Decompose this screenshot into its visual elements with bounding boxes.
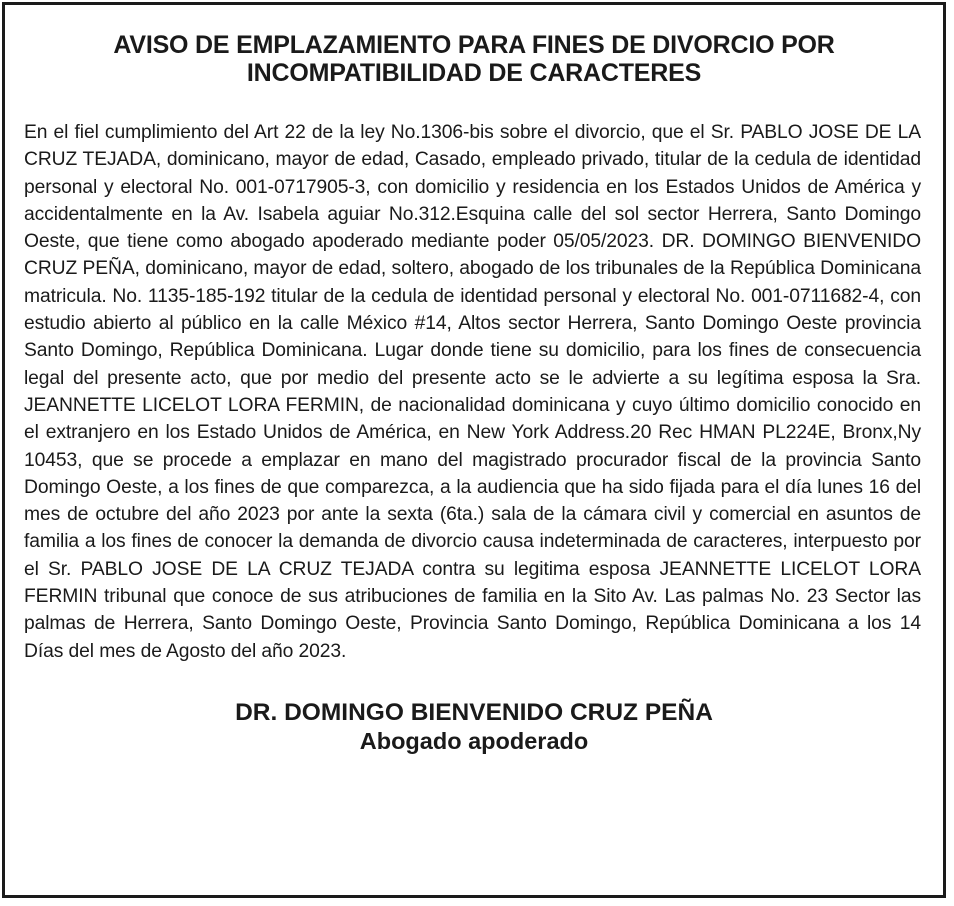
notice-body: En el fiel cumplimiento del Art 22 de la ley No.1306-bis sobre el divorcio, que el Sr. PABLO JOSE DE LA CRUZ TEJADA, dominicano, mayor de edad, Casado, empleado privado, titular de la cedula de identidad personal y electoral No. 001-0717905-3, con domicilio y residencia en los Estados Unidos de América y accidentalmente en la Av. Isabela aguiar No.312.Esquina calle del sol sector Herrera, Santo Domingo Oeste, que tiene como abogado apoderado mediante poder 05/05/2023. DR. DOMINGO BIENVENIDO CRUZ PEÑA, dominicano, mayor de edad, soltero, abogado de los tribunales de la República Dominicana matricula. No. 1135-185-192 titular de la cedula de identidad personal y electoral No. 001-0711682-4, con estudio abierto al público en la calle México #14, Altos sector Herrera, Santo Domingo Oeste provincia Santo Domingo, República Dominicana. Lugar donde tiene su domicilio, para los fines de consecuencia legal del presente acto, que por medio del presente acto se le advierte a su legítima esposa la Sra. JEANNETTE LICELOT LORA FERMIN, de nacionalidad dominicana y cuyo último domicilio conocido en el extranjero en los Estado Unidos de América, en New York Address.20 Rec HMAN PL224E, Bronx,Ny 10453, que se procede a emplazar en mano del magistrado procurador fiscal de la provincia Santo Domingo Oeste, a los fines de que comparezca, a la audiencia que ha sido fijada para el día lunes 16 del mes de octubre del año 2023 por ante la sexta (6ta.) sala de la cámara civil y comercial en asuntos de familia a los fines de conocer la demanda de divorcio causa indeterminada de caracteres, interpuesto por el Sr. PABLO JOSE DE LA CRUZ TEJADA contra su legitima esposa JEANNETTE LICELOT LORA FERMIN tribunal que conoce de sus atribuciones de familia en la Sito Av. Las palmas No. 23 Sector las palmas de Herrera, Santo Domingo Oeste, Provincia Santo Domingo, República Dominicana a los 14 Días del mes de Agosto del año 2023. <box>24 122 921 662</box>
notice-title-line-1: AVISO DE EMPLAZAMIENTO PARA FINES DE DIVORCIO POR <box>113 31 835 59</box>
signature-block <box>5 699 943 755</box>
notice-title <box>29 31 919 87</box>
legal-notice-box <box>2 2 946 898</box>
signature-role: Abogado apoderado <box>359 727 589 754</box>
notice-title-line-2: INCOMPATIBILIDAD DE CARACTERES <box>246 59 702 87</box>
signature-name: DR. DOMINGO BIENVENIDO CRUZ PEÑA <box>235 698 713 726</box>
